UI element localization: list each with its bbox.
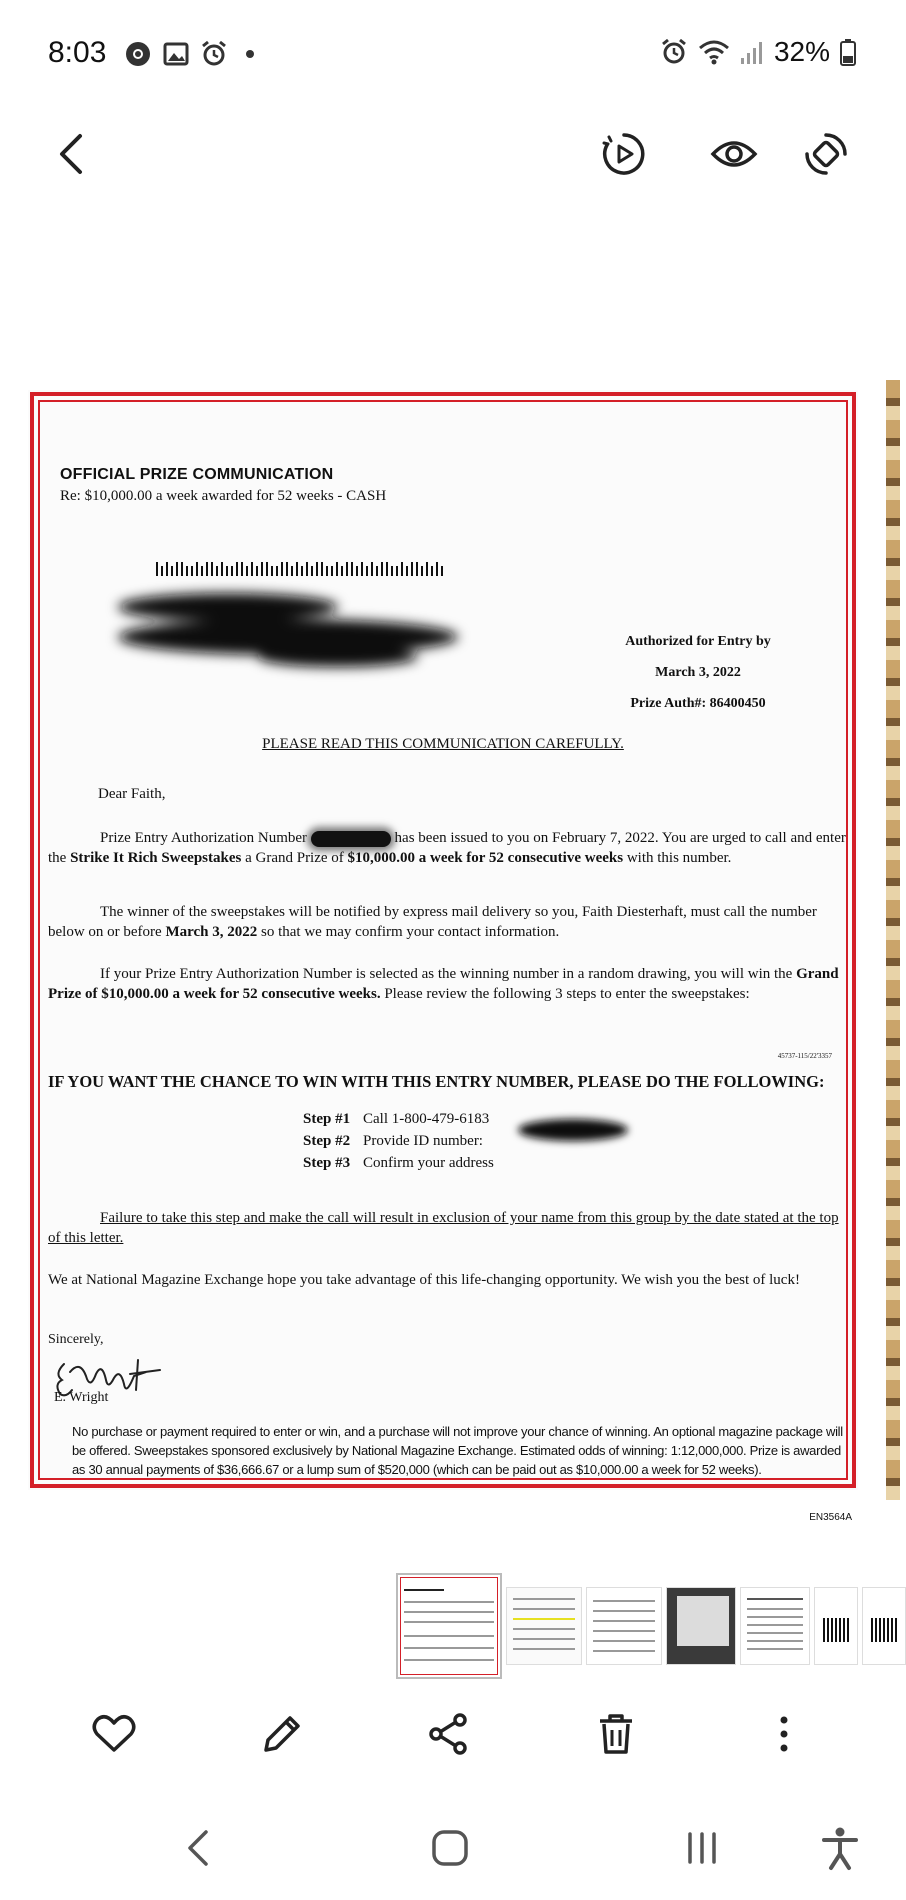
letter-title: OFFICIAL PRIZE COMMUNICATION [60, 466, 334, 483]
nav-back-button[interactable] [170, 1820, 226, 1876]
steps-list [303, 1108, 494, 1174]
battery-icon [840, 38, 856, 66]
authorization-block [588, 626, 808, 719]
paragraph-winner-notice: The winner of the sweepstakes will be notified by express mail delivery so you, Faith Diesterhaft, must call the number below on or before March 3, 2022 so that we may confirm your contact information. [48, 904, 817, 940]
remaster-icon [601, 131, 647, 177]
rotate-icon [803, 131, 849, 177]
photo-background-edge [886, 380, 900, 1500]
step-1: Step #1 Call 1-800-479-6183 [303, 1111, 490, 1127]
sincerely-line: Sincerely, [48, 1332, 104, 1347]
share-button[interactable] [420, 1706, 476, 1762]
paragraph-grand-prize: If your Prize Entry Authorization Number is selected as the winning number in a random drawing, you will win the Grand Prize of $10,000.00 a week for 52 consecutive weeks. Please review the following 3 steps to enter the sweepstakes: [48, 966, 839, 1002]
reference-code: 45737-115/22'3357 [777, 1052, 832, 1060]
back-button[interactable] [46, 128, 98, 180]
photo-viewer[interactable] [0, 370, 900, 1523]
delete-icon [596, 1712, 636, 1756]
favorite-button[interactable] [86, 1706, 142, 1762]
thumbnail-item[interactable] [586, 1587, 662, 1665]
disclaimer-text: No purchase or payment required to enter or win, and a purchase will not improve your chance of winning. An optional magazine package will be offered. Sweepstakes sponsored exclusively by National Magazine Exchange. Estimated odds of winning: 1:12,000,000. Prize is awarded as 30 annual payments of $36,666.67 or a lump sum of $520,000 (which can be paid out as $10,000.00 a week for 52 weeks). [72, 1424, 843, 1477]
step-3: Step #3 Confirm your address [303, 1155, 494, 1171]
paragraph-entry-number: Prize Entry Authorization Number has been issued to you on February 7, 2022. You are urged to call and enter the Strike It Rich Sweepstakes a Grand Prize of $10,000.00 a week for 52 consecutive weeks with this number. [48, 830, 846, 866]
document-code: EN3564A [809, 1512, 852, 1523]
id-number-redaction [508, 1112, 638, 1148]
back-icon [54, 132, 90, 176]
failure-warning: Failure to take this step and make the call will result in exclusion of your name from this group by the date stated at the top of this letter. [48, 1210, 839, 1246]
alarm-icon [200, 40, 228, 68]
nav-home-icon [430, 1828, 470, 1868]
view-button[interactable] [708, 128, 760, 180]
alarm-icon [660, 38, 688, 66]
rotate-button[interactable] [800, 128, 852, 180]
salutation: Dear Faith, [98, 786, 166, 802]
status-right [660, 36, 856, 68]
prize-auth-number: Prize Auth#: 86400450 [630, 696, 766, 711]
closing-paragraph: We at National Magazine Exchange hope you take advantage of this life-changing opportunity. We wish you the best of luck! [48, 1272, 800, 1288]
share-icon [426, 1712, 470, 1756]
nav-recents-button[interactable] [674, 1820, 730, 1876]
nav-home-button[interactable] [422, 1820, 478, 1876]
step-2: Step #2 Provide ID number: [303, 1133, 483, 1149]
status-time: 8:03 [48, 36, 107, 69]
more-button[interactable] [756, 1706, 812, 1762]
battery-percent: 32% [773, 36, 830, 67]
authorized-label: Authorized for Entry by [625, 634, 771, 649]
dot-icon [244, 48, 256, 60]
thumbnail-item[interactable] [814, 1587, 858, 1665]
accessibility-button[interactable] [812, 1820, 868, 1876]
letter-document [28, 390, 858, 1523]
thumbnail-item[interactable] [740, 1587, 810, 1665]
thumbnail-item[interactable] [862, 1587, 906, 1665]
favorite-icon [92, 1714, 136, 1754]
read-carefully-heading: PLEASE READ THIS COMMUNICATION CAREFULLY. [262, 736, 624, 752]
thumbnail-item[interactable] [506, 1587, 582, 1665]
more-icon [778, 1714, 790, 1754]
authorized-date: March 3, 2022 [655, 665, 741, 680]
remaster-button[interactable] [598, 128, 650, 180]
signal-icon [740, 38, 764, 66]
nav-recents-icon [684, 1830, 720, 1866]
wifi-icon [698, 38, 730, 66]
entry-number-redaction [311, 831, 391, 847]
accessibility-icon [820, 1826, 860, 1870]
thumbnail-item[interactable] [396, 1573, 502, 1679]
signer-name: E. Wright [54, 1390, 109, 1405]
gallery-icon [162, 40, 190, 68]
edit-icon [260, 1712, 304, 1756]
delete-button[interactable] [588, 1706, 644, 1762]
nav-back-icon [184, 1828, 212, 1868]
thumbnail-strip[interactable] [396, 1572, 906, 1680]
thumbnail-item[interactable] [666, 1587, 736, 1665]
barcode [156, 562, 446, 576]
chrome-icon [124, 40, 152, 68]
steps-heading: IF YOU WANT THE CHANCE TO WIN WITH THIS ENTRY NUMBER, PLEASE DO THE FOLLOWING: [48, 1072, 825, 1091]
edit-button[interactable] [254, 1706, 310, 1762]
address-redaction [88, 585, 468, 675]
letter-re-line: Re: $10,000.00 a week awarded for 52 weeks - CASH [60, 488, 387, 504]
view-icon [710, 136, 758, 172]
status-bar [0, 0, 900, 110]
